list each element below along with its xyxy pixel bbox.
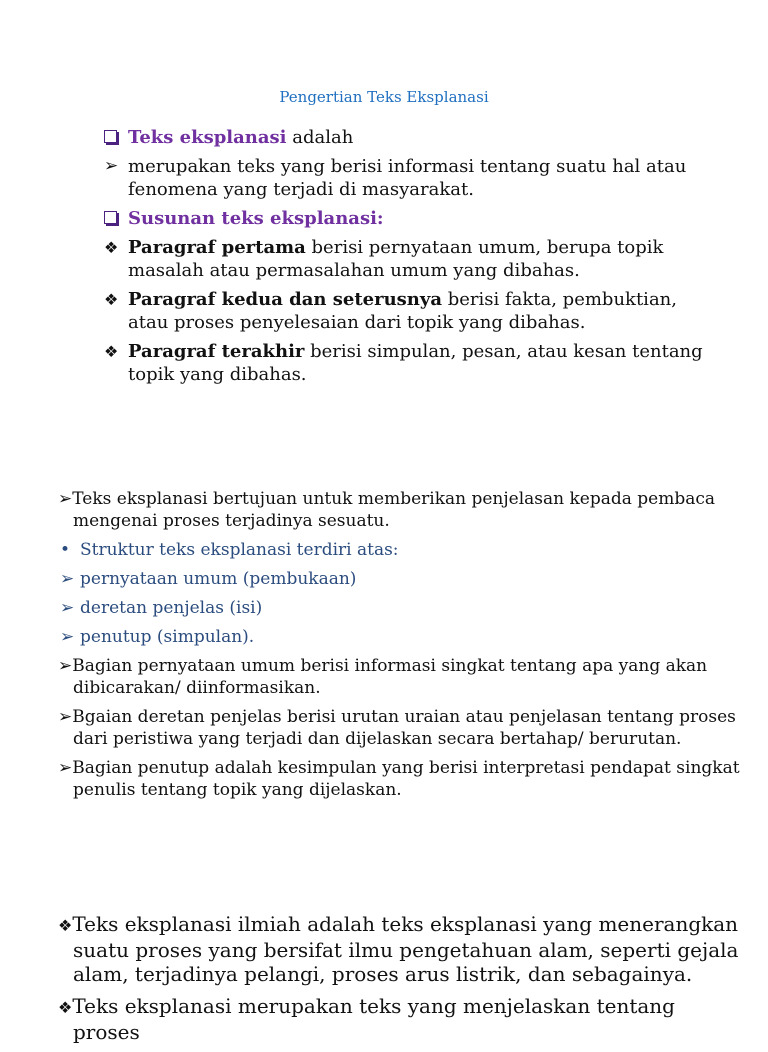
purpose-section — [58, 488, 748, 808]
detail-text: Bgaian deretan penjelas berisi urutan uraian atau penjelasan tentang proses dari peristiwa yang terjadi dan dijelaskan secara bertahap/ berurutan. — [72, 707, 736, 749]
structure-item — [104, 236, 704, 282]
structure-item-bold: Paragraf pertama — [128, 237, 306, 258]
detail-text: Bagian pernyataan umum berisi informasi singkat tentang apa yang akan dibicarakan/ diinformasikan. — [72, 656, 708, 698]
structure-item-rest: berisi fakta, pembuktian, atau proses penyelesaian dari topik yang dibahas. — [128, 289, 677, 333]
arrow-bullet-icon: ➢ — [58, 489, 73, 509]
arrow-bullet-icon: ➢ — [58, 707, 73, 727]
definition-section — [104, 126, 704, 392]
arrow-bullet-icon: ➢ — [58, 758, 73, 778]
purpose-text: Teks eksplanasi bertujuan untuk memberikan penjelasan kepada pembaca mengenai proses terjadinya sesuatu. — [72, 489, 716, 531]
diamond-bullet-icon: ❖ — [104, 342, 119, 361]
detail-item — [58, 655, 748, 699]
structure-item — [104, 340, 704, 386]
structure-heading-text: Struktur teks eksplanasi terdiri atas: — [80, 540, 399, 560]
diamond-bullet-icon: ❖ — [58, 998, 73, 1017]
science-text: Teks eksplanasi ilmiah adalah teks eksplanasi yang menerangkan suatu proses yang bersifat ilmu pengetahuan alam, seperti gejala alam, terjadinya pelangi, proses arus listrik, dan sebagainya. — [72, 912, 739, 986]
page-title: Pengertian Teks Eksplanasi — [279, 88, 489, 106]
structure-part-item — [58, 626, 748, 648]
definition-item — [104, 155, 704, 201]
structure-item-rest: berisi pernyataan umum, berupa topik masalah atau permasalahan umum yang dibahas. — [128, 237, 664, 281]
structure-part-item — [58, 597, 748, 619]
structure-item-bold: Paragraf terakhir — [128, 341, 305, 362]
arrow-bullet-icon: ➢ — [58, 656, 73, 676]
structure-item-rest: berisi simpulan, pesan, atau kesan tentang topik yang dibahas. — [128, 341, 703, 385]
detail-text: Bagian penutup adalah kesimpulan yang berisi interpretasi pendapat singkat penulis tentang topik yang dijelaskan. — [72, 758, 740, 800]
definition-text: merupakan teks yang berisi informasi tentang suatu hal atau fenomena yang terjadi di masyarakat. — [128, 156, 687, 200]
purpose-item — [58, 488, 748, 532]
heading-definition-bold: Teks eksplanasi — [128, 127, 287, 148]
arrow-bullet-icon: ➢ — [60, 569, 75, 589]
heading-structure-text: Susunan teks eksplanasi: — [128, 208, 384, 229]
science-item — [58, 994, 748, 1044]
heading-structure — [104, 207, 704, 230]
checkbox-square-icon — [104, 126, 117, 149]
science-item — [58, 912, 748, 986]
diamond-bullet-icon: ❖ — [104, 238, 119, 257]
arrow-bullet-icon: ➢ — [60, 627, 75, 647]
science-section — [58, 912, 748, 1052]
structure-part-text: penutup (simpulan). — [80, 627, 255, 647]
structure-part-item — [58, 568, 748, 590]
structure-item — [104, 288, 704, 334]
dot-bullet-icon: • — [60, 540, 71, 560]
checkbox-square-icon — [104, 207, 117, 230]
diamond-bullet-icon: ❖ — [58, 916, 73, 935]
structure-heading-item — [58, 539, 748, 561]
structure-part-text: pernyataan umum (pembukaan) — [80, 569, 357, 589]
heading-definition — [104, 126, 704, 149]
science-text: Teks eksplanasi merupakan teks yang menjelaskan tentang proses — [72, 994, 675, 1044]
arrow-bullet-icon: ➢ — [104, 156, 119, 176]
structure-item-bold: Paragraf kedua dan seterusnya — [128, 289, 442, 310]
diamond-bullet-icon: ❖ — [104, 290, 119, 309]
arrow-bullet-icon: ➢ — [60, 598, 75, 618]
heading-definition-rest: adalah — [286, 127, 354, 148]
structure-part-text: deretan penjelas (isi) — [80, 598, 263, 618]
detail-item — [58, 706, 748, 750]
detail-item — [58, 757, 748, 801]
